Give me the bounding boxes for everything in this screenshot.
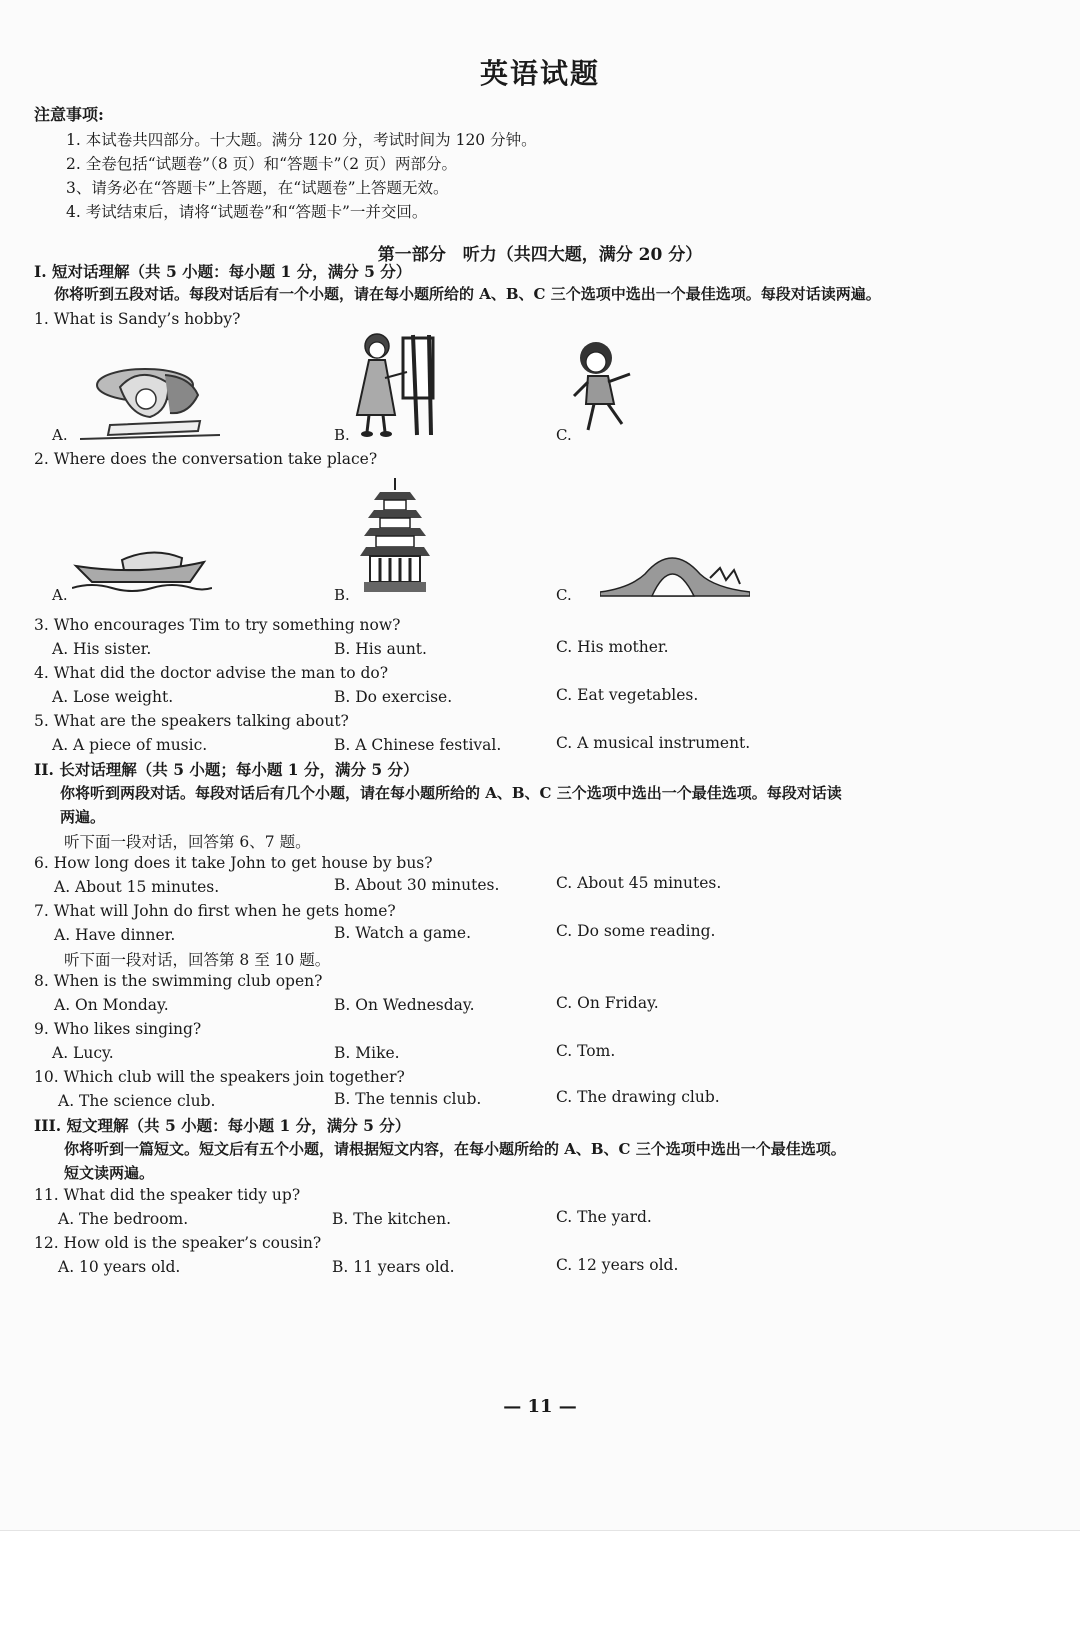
option-a: A. The bedroom. — [58, 1210, 189, 1228]
question-6: 6. How long does it take John to get house by bus? — [34, 854, 433, 872]
question-1: 1. What is Sandy’s hobby? — [34, 310, 241, 328]
option-c: C. Tom. — [556, 1042, 616, 1060]
option-b: B. Watch a game. — [334, 924, 472, 942]
option-label: C. — [556, 426, 572, 444]
notice-heading: 注意事项: — [34, 105, 104, 124]
listen-instruction: 听下面一段对话，回答第 8 至 10 题。 — [64, 951, 331, 969]
option-c: C. Eat vegetables. — [556, 686, 699, 704]
option-label: A. — [52, 426, 68, 444]
question-12: 12. How old is the speaker’s cousin? — [34, 1234, 322, 1252]
option-a: A. On Monday. — [54, 996, 169, 1014]
question-5: 5. What are the speakers talking about? — [34, 712, 349, 730]
option-b: B. The kitchen. — [332, 1210, 451, 1228]
option-b: B. A Chinese festival. — [334, 736, 502, 754]
listen-instruction: 听下面一段对话，回答第 6、7 题。 — [64, 833, 311, 851]
option-c: C. The drawing club. — [556, 1088, 720, 1106]
question-11: 11. What did the speaker tidy up? — [34, 1186, 301, 1204]
section-three-instruction: 短文读两遍。 — [64, 1164, 155, 1182]
option-label: C. — [556, 586, 572, 604]
option-a: A. His sister. — [52, 640, 152, 658]
option-a: A. 10 years old. — [58, 1258, 181, 1276]
section-two-instruction: 两遍。 — [60, 808, 106, 826]
page-number: — 11 — — [503, 1396, 577, 1417]
option-c: C. Do some reading. — [556, 922, 716, 940]
option-b: B. Mike. — [334, 1044, 400, 1062]
option-label: A. — [52, 586, 68, 604]
question-4: 4. What did the doctor advise the man to do? — [34, 664, 389, 682]
option-a: A. Have dinner. — [54, 926, 176, 944]
option-b: B. The tennis club. — [334, 1090, 482, 1108]
notice-item: 1. 本试卷共四部分。十大题。满分 120 分，考试时间为 120 分钟。 — [66, 131, 537, 149]
section-one-instruction: 你将听到五段对话。每段对话后有一个小题，请在每小题所给的 A、B、C 三个选项中选出一个最佳选项。每段对话读两遍。 — [54, 285, 881, 303]
option-c: C. A musical instrument. — [556, 734, 751, 752]
option-c: C. The yard. — [556, 1208, 652, 1226]
pagoda-icon — [360, 478, 430, 594]
question-3: 3. Who encourages Tim to try something now? — [34, 616, 401, 634]
option-label: B. — [334, 586, 350, 604]
option-b: B. Do exercise. — [334, 688, 453, 706]
question-8: 8. When is the swimming club open? — [34, 972, 323, 990]
option-b: B. 11 years old. — [332, 1258, 455, 1276]
arch-bridge-icon — [600, 548, 750, 598]
notice-item: 2. 全卷包括“试题卷”（8 页）和“答题卡”（2 页）两部分。 — [66, 155, 457, 173]
option-label: B. — [334, 426, 350, 444]
option-a: A. The science club. — [58, 1092, 216, 1110]
question-9: 9. Who likes singing? — [34, 1020, 202, 1038]
option-b: B. His aunt. — [334, 640, 427, 658]
option-b: B. On Wednesday. — [334, 996, 475, 1014]
question-2: 2. Where does the conversation take place? — [34, 450, 378, 468]
option-a: A. Lose weight. — [52, 688, 174, 706]
option-a: A. About 15 minutes. — [54, 878, 220, 896]
notice-item: 4. 考试结束后，请将“试题卷”和“答题卡”一并交回。 — [66, 203, 428, 221]
option-a: A. Lucy. — [52, 1044, 114, 1062]
reading-girl-icon — [80, 355, 220, 445]
boat-icon — [72, 540, 212, 592]
section-three-instruction: 你将听到一篇短文。短文后有五个小题，请根据短文内容，在每小题所给的 A、B、C 三个选项中选出一个最佳选项。 — [64, 1140, 846, 1158]
page-title: 英语试题 — [479, 57, 600, 90]
section-two-instruction: 你将听到两段对话。每段对话后有几个小题，请在每小题所给的 A、B、C 三个选项中选出一个最佳选项。每段对话读 — [60, 784, 842, 802]
section-two-heading: II. 长对话理解（共 5 小题；每小题 1 分，满分 5 分） — [34, 760, 419, 779]
notice-item: 3、请务必在“答题卡”上答题，在“试题卷”上答题无效。 — [66, 179, 449, 197]
option-a: A. A piece of music. — [52, 736, 208, 754]
question-7: 7. What will John do first when he gets home? — [34, 902, 396, 920]
option-c: C. 12 years old. — [556, 1256, 679, 1274]
option-c: C. His mother. — [556, 638, 669, 656]
option-c: C. On Friday. — [556, 994, 659, 1012]
option-c: C. About 45 minutes. — [556, 874, 722, 892]
section-one-heading: I. 短对话理解（共 5 小题：每小题 1 分，满分 5 分） — [34, 262, 412, 281]
section-three-heading: III. 短文理解（共 5 小题：每小题 1 分，满分 5 分） — [34, 1116, 411, 1135]
option-b: B. About 30 minutes. — [334, 876, 500, 894]
painting-girl-icon — [355, 330, 445, 445]
question-10: 10. Which club will the speakers join together? — [34, 1068, 405, 1086]
running-girl-icon — [568, 338, 648, 438]
part-one-title: 第一部分 听力（共四大题，满分 20 分） — [377, 245, 703, 265]
